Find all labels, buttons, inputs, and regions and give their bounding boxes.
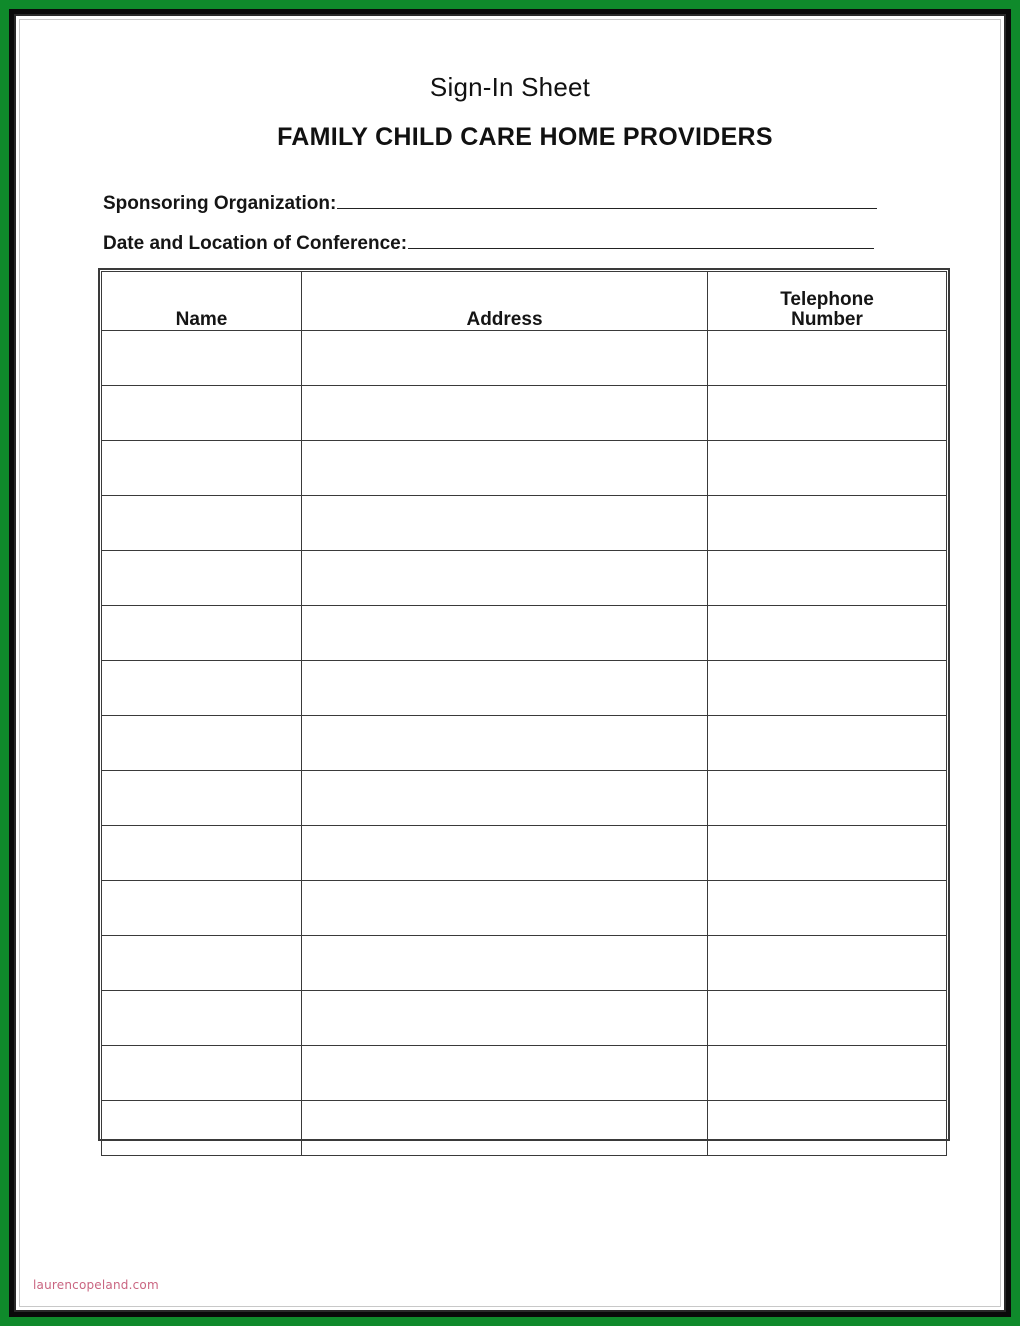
table-body: [102, 331, 947, 1156]
name-cell[interactable]: [102, 551, 302, 606]
telephone-cell[interactable]: [708, 771, 947, 826]
name-cell[interactable]: [102, 606, 302, 661]
header-address-text: Address: [466, 309, 543, 330]
sponsoring-organization-field: [103, 192, 877, 215]
table-row: [102, 826, 947, 881]
address-cell[interactable]: [302, 1046, 708, 1101]
header-telephone-line1: Telephone: [780, 289, 874, 310]
name-cell[interactable]: [102, 881, 302, 936]
address-cell[interactable]: [302, 936, 708, 991]
table-row: [102, 1046, 947, 1101]
table-row: [102, 386, 947, 441]
address-cell[interactable]: [302, 991, 708, 1046]
address-cell[interactable]: [302, 716, 708, 771]
telephone-cell[interactable]: [708, 606, 947, 661]
address-cell[interactable]: [302, 1101, 708, 1156]
telephone-cell[interactable]: [708, 991, 947, 1046]
table-row: [102, 441, 947, 496]
name-cell[interactable]: [102, 716, 302, 771]
date-location-label: Date and Location of Conference:: [103, 233, 408, 254]
document-subtitle: FAMILY CHILD CARE HOME PROVIDERS: [277, 123, 773, 151]
table-row: [102, 991, 947, 1046]
address-cell[interactable]: [302, 606, 708, 661]
name-cell[interactable]: [102, 771, 302, 826]
header-name-text: Name: [175, 309, 228, 330]
telephone-cell[interactable]: [708, 661, 947, 716]
name-cell[interactable]: [102, 496, 302, 551]
name-cell[interactable]: [102, 441, 302, 496]
table-row: [102, 771, 947, 826]
name-cell[interactable]: [102, 1046, 302, 1101]
address-cell[interactable]: [302, 771, 708, 826]
address-cell[interactable]: [302, 551, 708, 606]
telephone-cell[interactable]: [708, 496, 947, 551]
sponsoring-organization-label: Sponsoring Organization:: [103, 193, 337, 214]
address-cell[interactable]: [302, 661, 708, 716]
table-row: [102, 496, 947, 551]
name-cell[interactable]: [102, 991, 302, 1046]
table-row: [102, 936, 947, 991]
table-row: [102, 661, 947, 716]
name-cell[interactable]: [102, 1101, 302, 1156]
sign-in-table: [98, 268, 950, 1141]
address-cell[interactable]: [302, 331, 708, 386]
address-cell[interactable]: [302, 826, 708, 881]
name-cell[interactable]: [102, 386, 302, 441]
table-row: [102, 331, 947, 386]
watermark-text: laurencopeland.com: [33, 1278, 159, 1292]
sponsoring-organization-blank[interactable]: [337, 192, 877, 209]
telephone-cell[interactable]: [708, 441, 947, 496]
telephone-cell[interactable]: [708, 386, 947, 441]
telephone-cell[interactable]: [708, 716, 947, 771]
name-cell[interactable]: [102, 936, 302, 991]
document-title: Sign-In Sheet: [429, 72, 591, 102]
column-header-name: [102, 272, 302, 331]
telephone-cell[interactable]: [708, 1046, 947, 1101]
address-cell[interactable]: [302, 496, 708, 551]
column-header-telephone: [708, 272, 947, 331]
telephone-cell[interactable]: [708, 936, 947, 991]
telephone-cell[interactable]: [708, 331, 947, 386]
address-cell[interactable]: [302, 441, 708, 496]
table-row: [102, 716, 947, 771]
telephone-cell[interactable]: [708, 551, 947, 606]
table-row: [102, 881, 947, 936]
address-cell[interactable]: [302, 881, 708, 936]
table-row: [102, 551, 947, 606]
name-cell[interactable]: [102, 661, 302, 716]
address-cell[interactable]: [302, 386, 708, 441]
date-location-field: [103, 232, 874, 255]
table-row: [102, 1101, 947, 1156]
telephone-cell[interactable]: [708, 1101, 947, 1156]
telephone-cell[interactable]: [708, 826, 947, 881]
name-cell[interactable]: [102, 331, 302, 386]
name-cell[interactable]: [102, 826, 302, 881]
table-row: [102, 606, 947, 661]
column-header-address: [302, 272, 708, 331]
date-location-blank[interactable]: [408, 232, 874, 249]
header-telephone-line2: Number: [791, 309, 863, 330]
telephone-cell[interactable]: [708, 881, 947, 936]
